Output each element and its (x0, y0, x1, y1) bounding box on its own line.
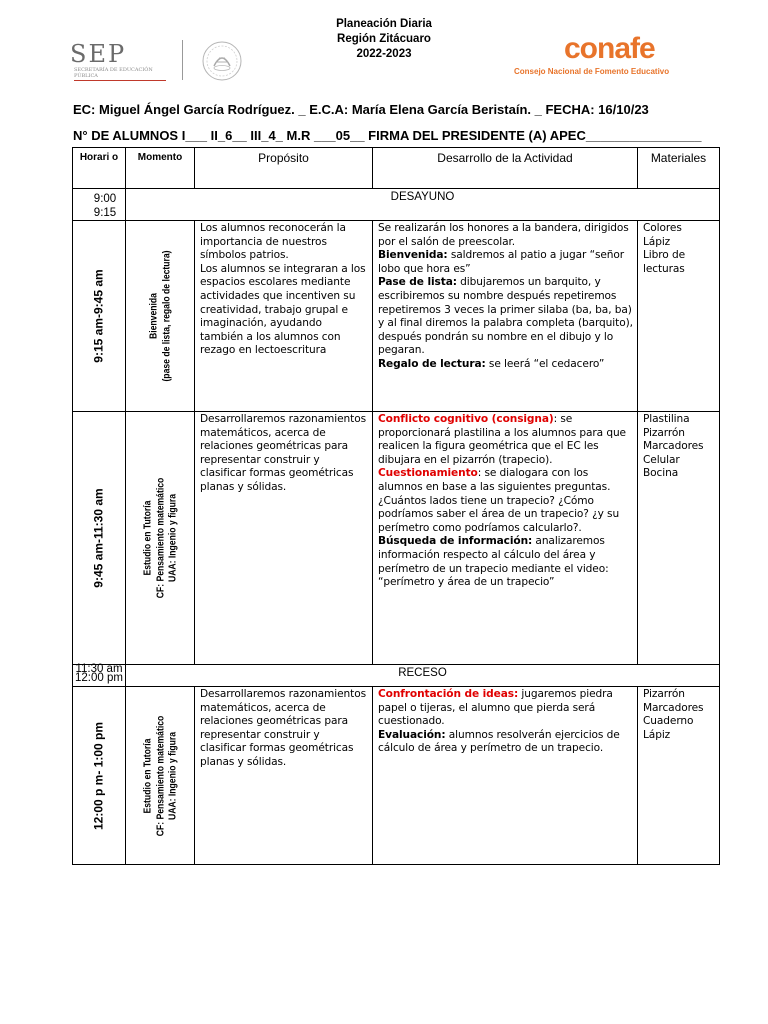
sep-logo-subtitle: SECRETARÍA DE EDUCACIÓN PÚBLICA (74, 67, 154, 81)
header-desarrollo: Desarrollo de la Actividad (373, 148, 638, 189)
row1-materiales: Colores Lápiz Libro de lecturas (638, 221, 720, 412)
national-seal-icon (190, 40, 254, 82)
row2-hour: 9:45 am-11:30 am (73, 412, 126, 665)
school-year: 2022-2023 (356, 48, 412, 60)
document-title: Planeación Diaria (336, 18, 432, 30)
students-info-line: N° DE ALUMNOS I___ II_6__ III_4_ M.R ___05__ FIRMA DEL PRESIDENTE (A) APEC________________ (73, 128, 702, 143)
daily-plan-table (72, 147, 720, 865)
row3-desarrollo: Confrontación de ideas: jugaremos piedra papel o tijeras, el alumno que pierda será cuestionado. Evaluación: alumnos resolverán ejercicios de cálculo de área y perímetro de un trapecio. (373, 687, 638, 865)
header-materiales: Materiales (638, 148, 720, 189)
logo-divider (182, 40, 183, 80)
desayuno-hours: 9:00 9:15 (73, 189, 126, 221)
desayuno-row (73, 189, 720, 221)
conafe-logo-subtitle: Consejo Nacional de Fomento Educativo (514, 67, 670, 76)
row2-momento: Estudio en Tutoría CF: Pensamiento matemático UAA: Ingenio y figura (126, 412, 195, 665)
sep-logo-text: SEP (70, 40, 127, 68)
row2-desarrollo: Conflicto cognitivo (consigna): se proporcionará plastilina a los alumnos para que realicen la figura geométrica que el EC les dibujara en el pizarrón (trapecio). Cuestionamiento: se dialogara con los alumnos en base a las siguientes preguntas. ¿Cuántos lados tiene un trapecio? ¿Cómo podríamos saber el área de un trapecio? ¿y su perímetro como podríamos calcularlo?. Búsqueda de información: analizaremos información respecto al cálculo del área y perímetro de un trapecio mediante el video: “perímetro y área de un trapecio” (373, 412, 638, 665)
row1-desarrollo: Se realizarán los honores a la bandera, dirigidos por el salón de preescolar. Bienvenida: saldremos al patio a jugar “señor lobo que hora es” Pase de lista: dibujaremos un barquito, y escribiremos su nombre después repetiremos repetiremos 3 veces la primer silaba (ba, ba, ba) y al final diremos la palabra completa (barquito), después pondrán su nombre en el dibujo y lo pegaran. Regalo de lectura: se leerá “el cedacero” (373, 221, 638, 412)
header-horario: Horari o (73, 148, 126, 189)
row1-momento: Bienvenida (pase de lista, regalo de lectura) (126, 221, 195, 412)
row2-materiales: Plastilina Pizarrón Marcadores Celular Bocina (638, 412, 720, 665)
table-row (73, 221, 720, 412)
conafe-logo (514, 32, 694, 78)
row1-hour: 9:15 am-9:45 am (73, 221, 126, 412)
region-label: Región Zitácuaro (337, 33, 431, 45)
conafe-logo-text: conafe (564, 32, 655, 65)
desayuno-label: DESAYUNO (126, 189, 720, 221)
receso-row (73, 665, 720, 687)
table-header-row (73, 148, 720, 189)
row3-proposito: Desarrollaremos razonamientos matemáticos, acerca de relaciones geométricas para representar construir y clasificar formas geométricas planas y sólidas. (195, 687, 373, 865)
receso-hours: 11:30 am 12:00 pm (73, 665, 126, 687)
row3-materiales: Pizarrón Marcadores Cuaderno Lápiz (638, 687, 720, 865)
row2-proposito: Desarrollaremos razonamientos matemáticos, acerca de relaciones geométricas para representar construir y clasificar formas geométricas planas y sólidas. (195, 412, 373, 665)
teacher-info-line: EC: Miguel Ángel García Rodríguez. _ E.C.A: María Elena García Beristaín. _ FECHA: 16/10/23 (73, 102, 649, 117)
row3-hour: 12:00 p m- 1:00 pm (73, 687, 126, 865)
header-momento: Momento (126, 148, 195, 189)
table-row (73, 687, 720, 865)
table-row (73, 412, 720, 665)
row3-momento: Estudio en Tutoría CF: Pensamiento matemático UAA: Ingenio y figura (126, 687, 195, 865)
receso-label: RECESO (126, 665, 720, 687)
header-proposito: Propósito (195, 148, 373, 189)
row1-proposito: Los alumnos reconocerán la importancia de nuestros símbolos patrios. Los alumnos se integraran a los espacios escolares mediante actividades que incentiven su creatividad, trabajo grupal e imaginación, ayudando también a los alumnos con rezago en lectoescritura (195, 221, 373, 412)
sep-logo (70, 40, 260, 82)
